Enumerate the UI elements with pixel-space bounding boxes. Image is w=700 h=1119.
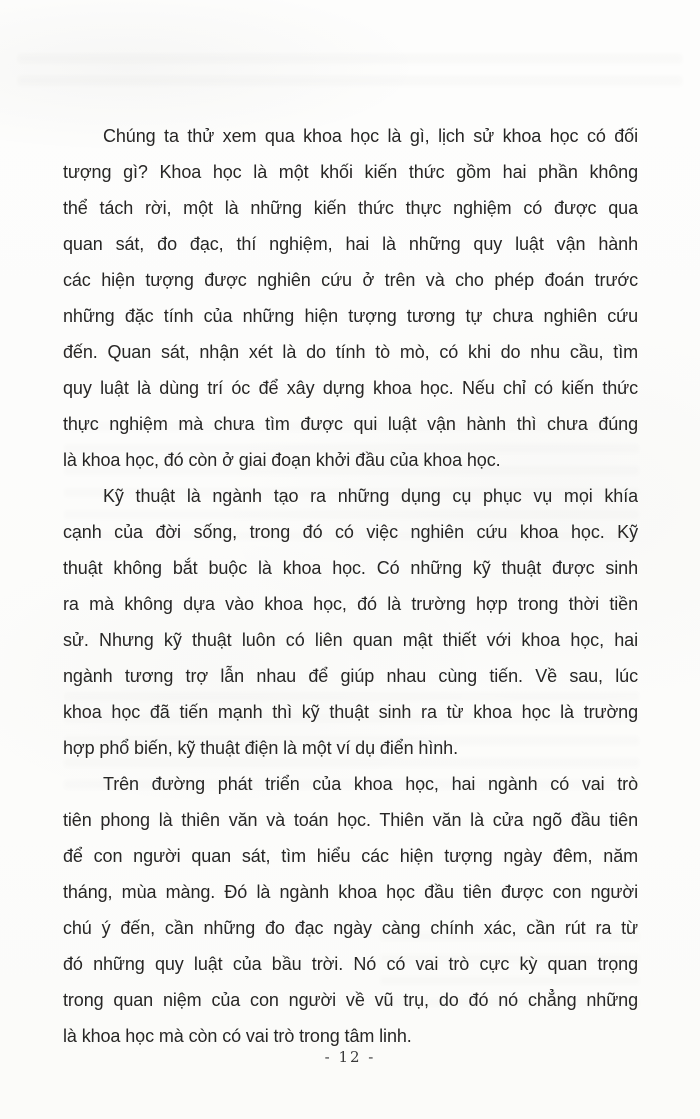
- text-line: chú ý đến, cần những đo đạc ngày càng chính xác, cần rút ra từ: [63, 918, 638, 938]
- text-line: để con người quan sát, tìm hiểu các hiện tượng ngày đêm, năm: [63, 846, 638, 866]
- text-line: cạnh của đời sống, trong đó có việc nghiên cứu khoa học. Kỹ: [63, 522, 638, 542]
- text-line: đến. Quan sát, nhận xét là do tính tò mò, có khi do nhu cầu, tìm: [63, 342, 638, 362]
- text-line: khoa học đã tiến mạnh thì kỹ thuật sinh ra từ khoa học là trường: [63, 702, 638, 722]
- text-line: đó những quy luật của bầu trời. Nó có vai trò cực kỳ quan trọng: [63, 954, 638, 974]
- text-line: sử. Nhưng kỹ thuật luôn có liên quan mật thiết với khoa học, hai: [63, 630, 638, 650]
- page-footer: [0, 1048, 700, 1067]
- text-line: tượng gì? Khoa học là một khối kiến thức gồm hai phần không: [63, 162, 638, 182]
- text-line: trong quan niệm của con người về vũ trụ, do đó nó chẳng những: [63, 990, 638, 1010]
- text-line: các hiện tượng được nghiên cứu ở trên và cho phép đoán trước: [63, 270, 638, 290]
- text-line: thể tách rời, một là những kiến thức thực nghiệm có được qua: [63, 198, 638, 218]
- page-text-block: [63, 118, 638, 1054]
- text-line: quy luật là dùng trí óc để xây dựng khoa học. Nếu chỉ có kiến thức: [63, 378, 638, 398]
- text-line: quan sát, đo đạc, thí nghiệm, hai là những quy luật vận hành: [63, 234, 638, 254]
- paragraph: [63, 118, 638, 478]
- text-line: là khoa học mà còn có vai trò trong tâm linh.: [63, 1026, 412, 1046]
- text-line: thực nghiệm mà chưa tìm được qui luật vận hành thì chưa đúng: [63, 414, 638, 434]
- text-line: hợp phổ biến, kỹ thuật điện là một ví dụ điển hình.: [63, 738, 458, 758]
- text-line: Trên đường phát triển của khoa học, hai ngành có vai trò: [103, 774, 638, 794]
- paragraph: [63, 766, 638, 1054]
- text-line: Kỹ thuật là ngành tạo ra những dụng cụ phục vụ mọi khía: [103, 486, 638, 506]
- text-line: những đặc tính của những hiện tượng tương tự chưa nghiên cứu: [63, 306, 638, 326]
- paragraph: [63, 478, 638, 766]
- text-line: là khoa học, đó còn ở giai đoạn khởi đầu của khoa học.: [63, 450, 501, 470]
- scan-artifact: [18, 52, 682, 98]
- page-number: - 12 -: [324, 1048, 376, 1066]
- text-line: ngành tương trợ lẫn nhau để giúp nhau cùng tiến. Về sau, lúc: [63, 666, 638, 686]
- text-line: Chúng ta thử xem qua khoa học là gì, lịch sử khoa học có đối: [103, 126, 638, 146]
- text-line: tiên phong là thiên văn và toán học. Thiên văn là cửa ngõ đầu tiên: [63, 810, 638, 830]
- text-line: thuật không bắt buộc là khoa học. Có những kỹ thuật được sinh: [63, 558, 638, 578]
- text-line: ra mà không dựa vào khoa học, đó là trường hợp trong thời tiền: [63, 594, 638, 614]
- text-line: tháng, mùa màng. Đó là ngành khoa học đầu tiên được con người: [63, 882, 638, 902]
